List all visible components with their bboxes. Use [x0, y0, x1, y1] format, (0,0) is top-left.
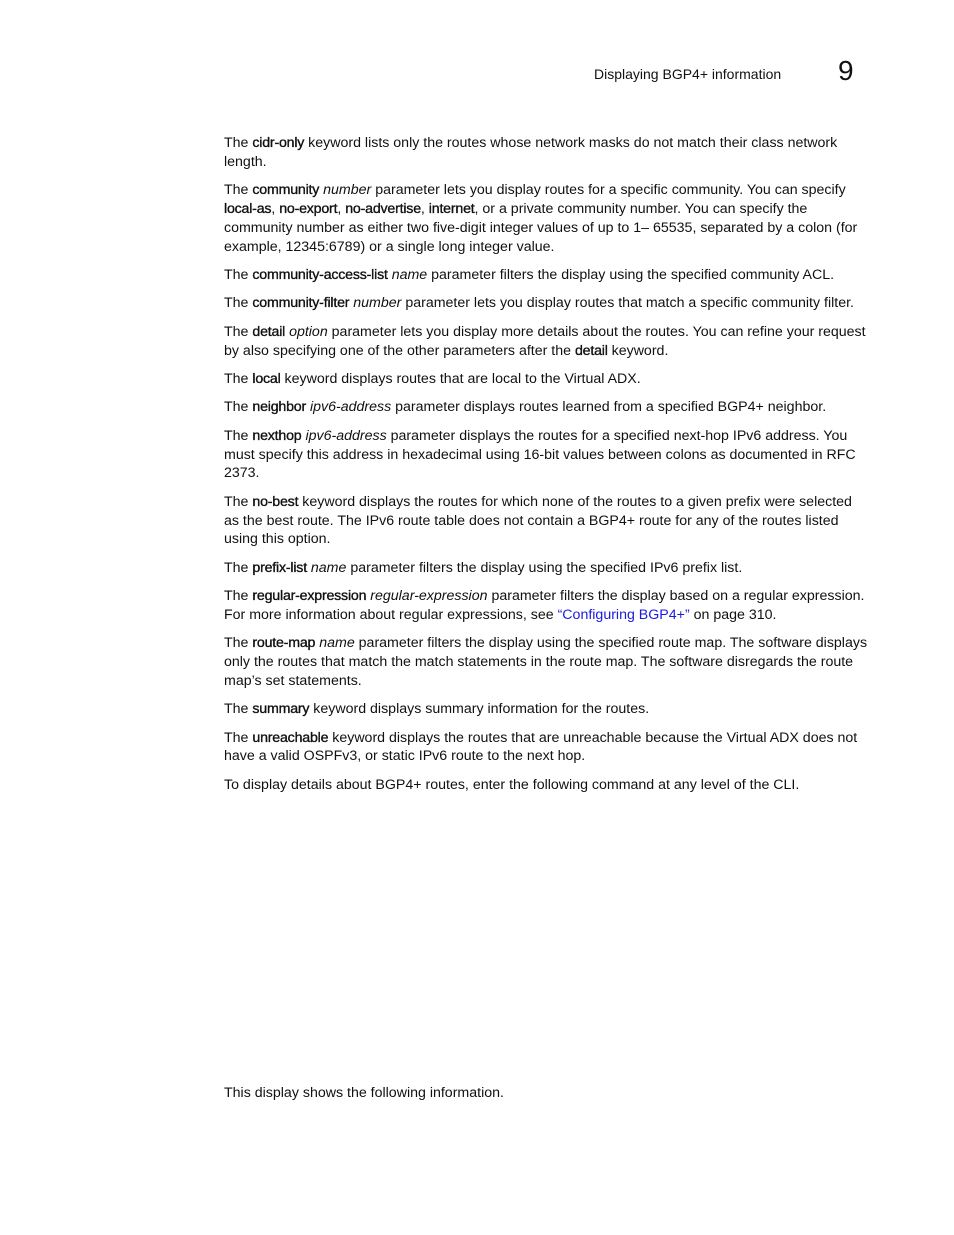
variable-regular-expression: regular-expression: [370, 588, 488, 605]
paragraph-no-best: [224, 493, 870, 549]
chapter-number: 9: [838, 55, 854, 86]
keyword-route-map: route-map: [252, 635, 316, 652]
keyword-local: local: [252, 370, 281, 387]
paragraph-unreachable: [224, 729, 870, 767]
paragraph-community: [224, 181, 870, 256]
paragraph-to-display: [224, 776, 870, 795]
text: The: [224, 427, 253, 444]
keyword-local-as: local-as: [224, 200, 272, 217]
variable-ipv6-address: ipv6-address: [309, 399, 392, 416]
variable-number: number: [323, 182, 372, 199]
text: keyword displays the routes for which none of the routes to a given prefix were selected as the best route. The IPv6 route table does not contain a BGP4+ route for any of the routes listed using this option.: [224, 493, 852, 548]
keyword-community: community: [252, 182, 320, 199]
text: parameter filters the display using the specified IPv6 prefix list.: [346, 559, 743, 576]
text: parameter displays the routes for a specified next-hop IPv6 address. You must specify this address in hexadecimal using 16-bit values between colons as documented in RFC 2373.: [224, 427, 856, 482]
text: The: [224, 370, 253, 387]
display-info-note: This display shows the following information.: [224, 1085, 504, 1101]
text: parameter filters the display based on a regular expression. For more information about regular expressions, see: [224, 588, 865, 623]
text: The: [224, 399, 253, 416]
paragraph-nexthop: [224, 427, 870, 483]
text: , or a private community number. You can specify the community number as either two five-digit integer values of up to 1– 65535, separated by a colon (for example, 12345:6789) or a single long integer value.: [224, 200, 858, 255]
cross-reference-link[interactable]: “Configuring BGP4+”: [557, 606, 690, 623]
text: parameter lets you display routes that match a specific community filter.: [401, 295, 854, 312]
text: ,: [420, 200, 429, 217]
keyword-no-best: no-best: [252, 493, 299, 510]
text: The: [224, 493, 253, 510]
keyword-detail: detail: [574, 342, 608, 359]
variable-number: number: [353, 295, 402, 312]
variable-ipv6-address: ipv6-address: [305, 427, 387, 444]
text: keyword displays routes that are local to the Virtual ADX.: [280, 370, 641, 387]
paragraph-community-filter: [224, 294, 870, 313]
paragraph-route-map: [224, 634, 870, 690]
text: ,: [271, 200, 280, 217]
text: The: [224, 701, 253, 718]
text: The: [224, 182, 253, 199]
text: The: [224, 266, 253, 283]
text: parameter filters the display using the specified community ACL.: [427, 266, 835, 283]
keyword-regular-expression: regular-expression: [252, 588, 367, 605]
text: ,: [337, 200, 346, 217]
text: parameter displays routes learned from a specified BGP4+ neighbor.: [391, 399, 827, 416]
keyword-cidr-only: cidr-only: [252, 135, 305, 151]
paragraph-cidr-only: [224, 134, 870, 172]
paragraph-prefix-list: [224, 559, 870, 578]
keyword-no-advertise: no-advertise: [345, 200, 421, 217]
text: keyword displays summary information for the routes.: [309, 701, 650, 718]
text: keyword.: [607, 342, 669, 359]
text: The: [224, 635, 253, 652]
keyword-community-filter: community-filter: [252, 295, 350, 312]
keyword-no-export: no-export: [279, 200, 338, 217]
text: To display details about BGP4+ routes, enter the following command at any level of the CLI.: [224, 776, 800, 793]
paragraph-regular-expression: [224, 587, 870, 625]
text: parameter lets you display routes for a specific community. You can specify: [371, 182, 846, 199]
section-title: Displaying BGP4+ information: [594, 66, 782, 82]
body-text: [224, 134, 870, 804]
text: The: [224, 588, 253, 605]
paragraph-detail: [224, 323, 870, 361]
text: keyword lists only the routes whose network masks do not match their class network length.: [224, 135, 838, 170]
text: The: [224, 135, 253, 151]
keyword-unreachable: unreachable: [252, 729, 329, 746]
keyword-prefix-list: prefix-list: [252, 559, 307, 576]
text: The: [224, 729, 253, 746]
page-header: [0, 56, 954, 96]
paragraph-summary: [224, 700, 870, 719]
text: parameter lets you display more details about the routes. You can refine your request by also specifying one of the other parameters after the: [224, 323, 866, 359]
paragraph-local: [224, 370, 870, 389]
text: The: [224, 559, 253, 576]
variable-name: name: [391, 266, 428, 283]
keyword-internet: internet: [428, 200, 475, 217]
text: on page 310.: [689, 606, 777, 623]
variable-option: option: [289, 323, 328, 340]
keyword-summary: summary: [252, 701, 310, 718]
paragraph-neighbor: [224, 398, 870, 417]
keyword-neighbor: neighbor: [252, 399, 307, 416]
text: keyword displays the routes that are unreachable because the Virtual ADX does not have a valid OSPFv3, or static IPv6 route to the next hop.: [224, 729, 858, 765]
keyword-detail: detail: [252, 323, 286, 340]
keyword-community-access-list: community-access-list: [252, 266, 388, 283]
keyword-nexthop: nexthop: [252, 427, 302, 444]
text: The: [224, 295, 253, 312]
text: parameter filters the display using the specified route map. The software displays only the routes that match the match statements in the route map. The software disregards the route map’s set statements.: [224, 635, 868, 689]
variable-name: name: [319, 635, 355, 652]
paragraph-community-access-list: [224, 266, 870, 285]
variable-name: name: [310, 559, 347, 576]
text: The: [224, 323, 253, 340]
